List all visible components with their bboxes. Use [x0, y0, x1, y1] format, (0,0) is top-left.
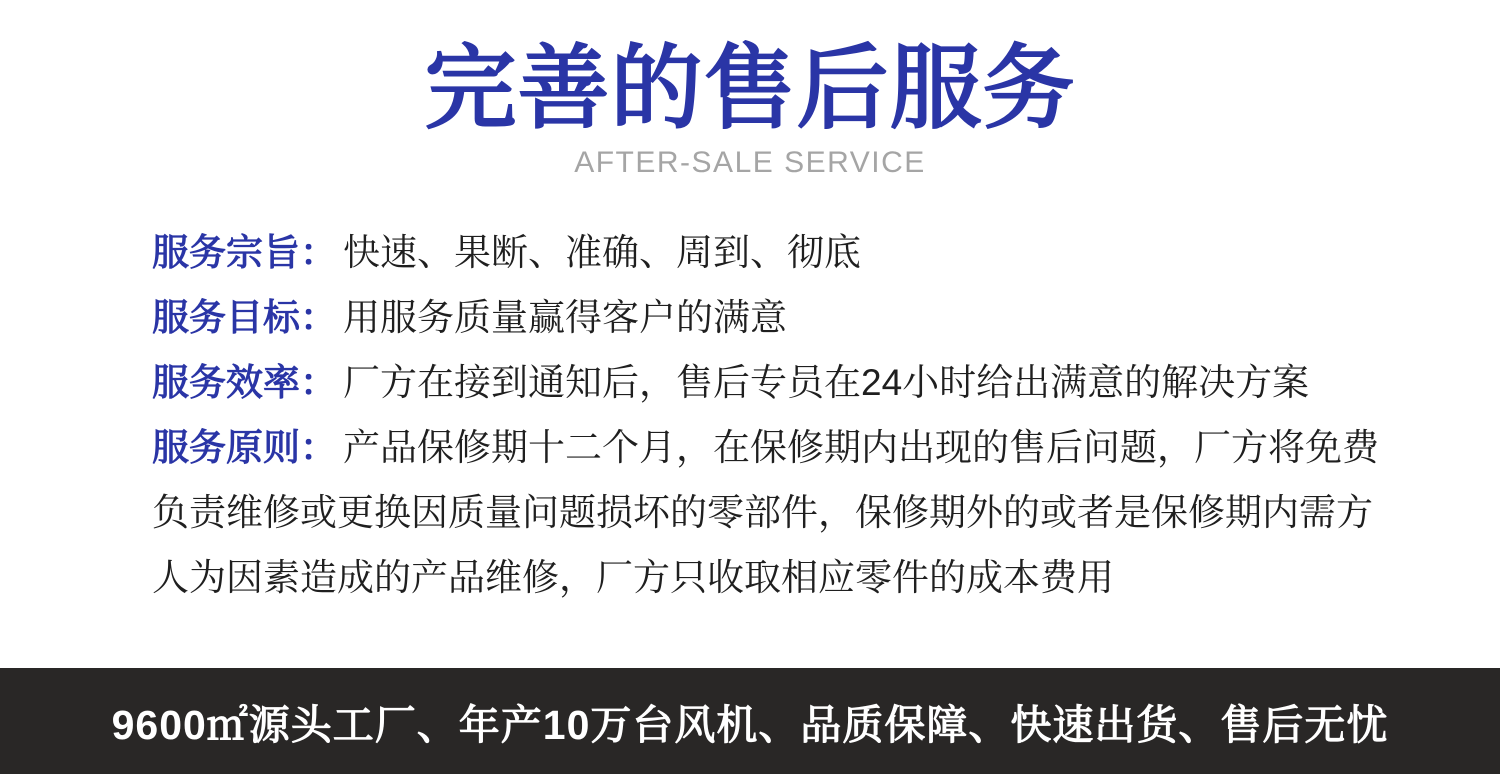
service-purpose-label: 服务宗旨： — [152, 232, 337, 273]
service-details — [152, 220, 1410, 610]
service-efficiency-label: 服务效率： — [152, 362, 337, 403]
service-principle-label: 服务原则： — [152, 427, 337, 468]
page-title: 完善的售后服务 — [424, 38, 1076, 140]
service-principle-text-line-3: 人为因素造成的产品维修，厂方只收取相应零件的成本费用 — [152, 557, 1114, 598]
service-row-goal — [152, 285, 1410, 350]
page-subtitle: AFTER-SALE SERVICE — [574, 146, 926, 179]
service-principle-text-line-2: 负责维修或更换因质量问题损坏的零部件，保修期外的或者是保修期内需方 — [152, 492, 1373, 533]
service-row-purpose — [152, 220, 1410, 285]
service-efficiency-text: 厂方在接到通知后，售后专员在24小时给出满意的解决方案 — [343, 362, 1310, 403]
service-goal-label: 服务目标： — [152, 297, 337, 338]
service-purpose-text: 快速、果断、准确、周到、彻底 — [343, 232, 861, 273]
service-row-principle — [152, 415, 1410, 480]
footer-banner-text: 9600㎡源头工厂、年产10万台风机、品质保障、快速出货、售后无忧 — [111, 701, 1389, 748]
service-row-efficiency — [152, 350, 1410, 415]
footer-banner — [0, 668, 1500, 774]
service-principle-text-line-1: 产品保修期十二个月，在保修期内出现的售后问题，厂方将免费 — [343, 427, 1379, 468]
header — [0, 0, 1500, 180]
service-goal-text: 用服务质量赢得客户的满意 — [343, 297, 787, 338]
